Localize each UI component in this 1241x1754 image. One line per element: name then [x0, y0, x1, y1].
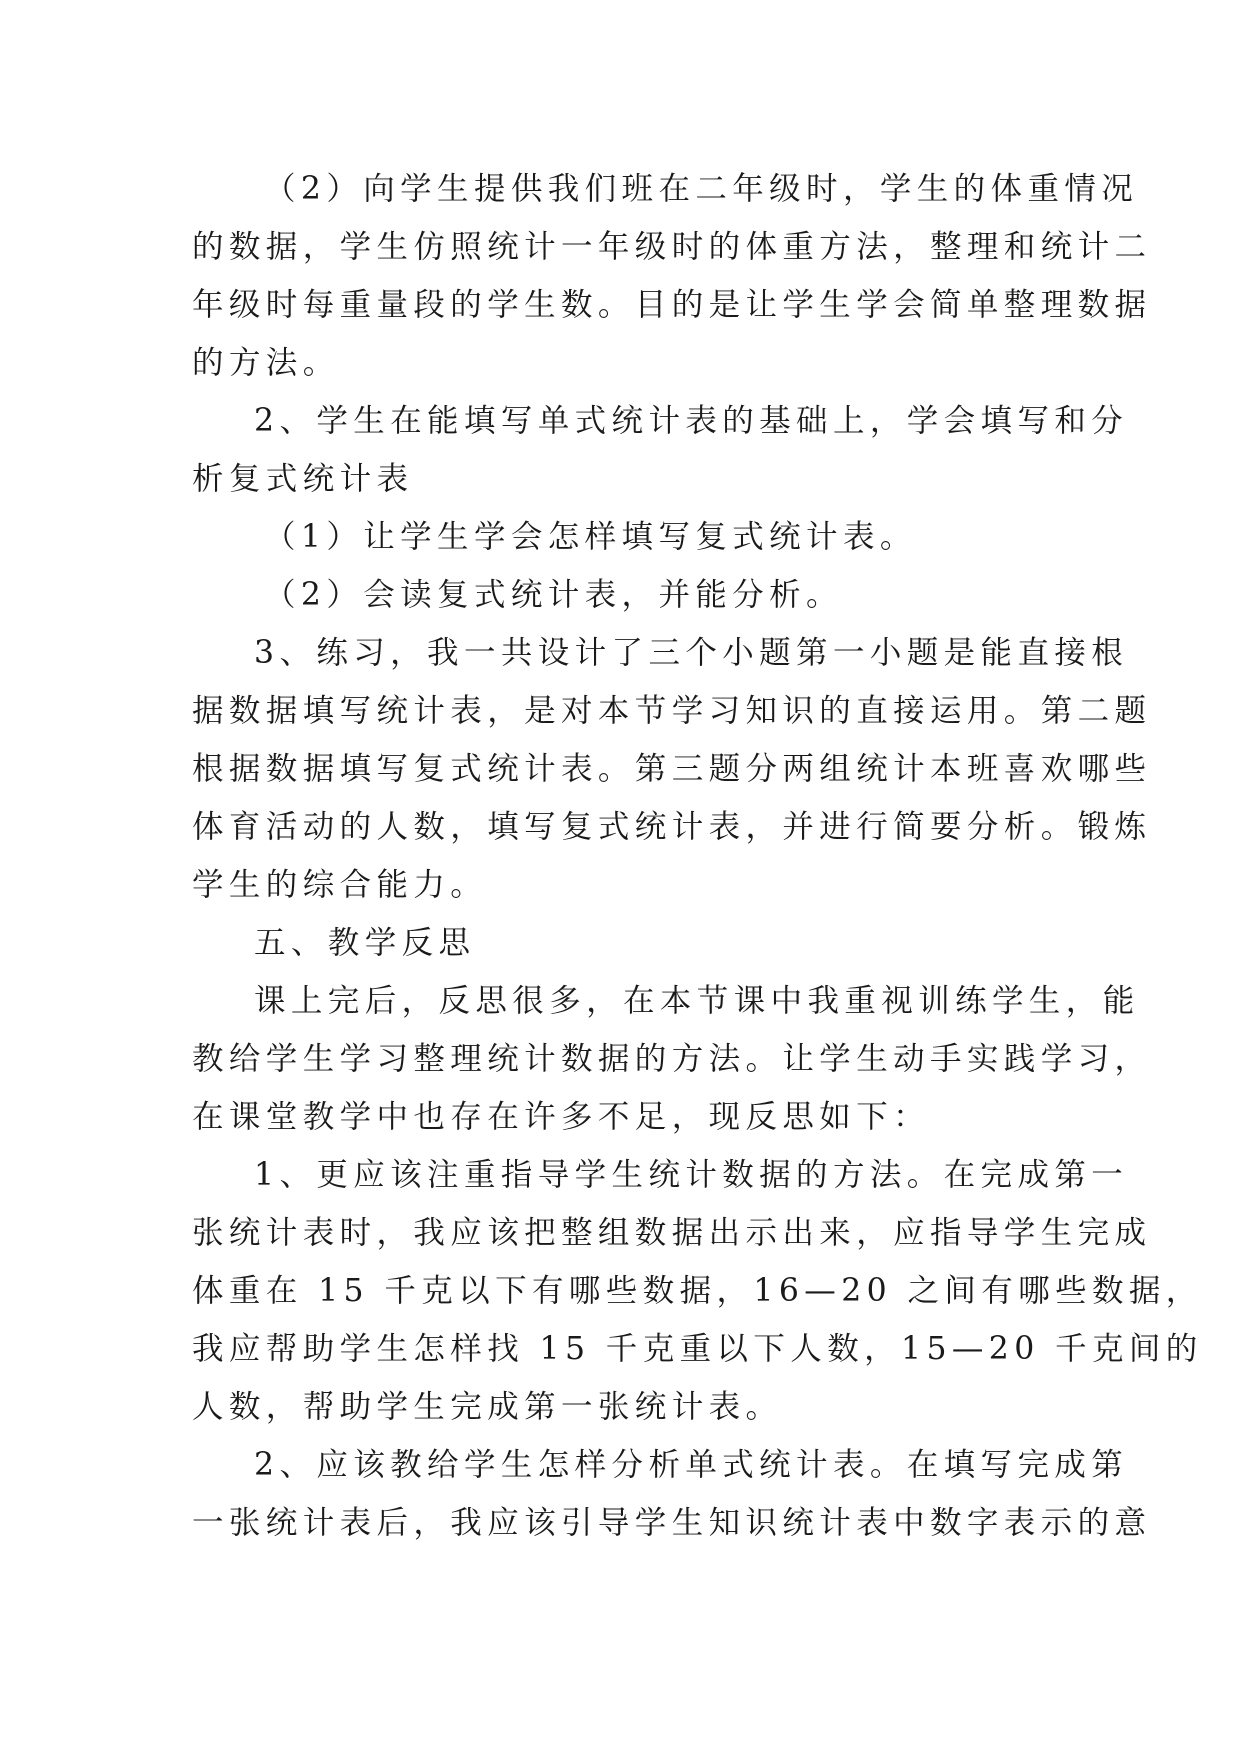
body-text	[192, 160, 1203, 1552]
text-line: 的方法。	[192, 345, 340, 381]
text-line: 我应帮助学生怎样找 15 千克重以下人数，15—20 千克间的	[192, 1331, 1203, 1367]
text-line: 教给学生学习整理统计数据的方法。让学生动手实践学习，	[192, 1041, 1152, 1077]
text-line: （2）会读复式统计表，并能分析。	[264, 577, 843, 613]
text-line: 2、应该教给学生怎样分析单式统计表。在填写完成第	[254, 1447, 1129, 1483]
text-line: 张统计表时，我应该把整组数据出示出来，应指导学生完成	[192, 1215, 1152, 1251]
text-line: （2）向学生提供我们班在二年级时，学生的体重情况	[264, 171, 1139, 207]
text-line: 在课堂教学中也存在许多不足，现反思如下：	[192, 1099, 931, 1135]
text-line: 析复式统计表	[192, 461, 414, 497]
text-line: 根据数据填写复式统计表。第三题分两组统计本班喜欢哪些	[192, 751, 1152, 787]
text-line: 人数，帮助学生完成第一张统计表。	[192, 1389, 783, 1425]
text-line: 体育活动的人数，填写复式统计表，并进行简要分析。锻炼	[192, 809, 1152, 845]
text-line: 年级时每重量段的学生数。目的是让学生学会简单整理数据	[192, 287, 1152, 323]
text-line: 体重在 15 千克以下有哪些数据，16—20 之间有哪些数据，	[192, 1273, 1203, 1309]
text-line: 课上完后，反思很多，在本节课中我重视训练学生，能	[254, 983, 1140, 1019]
text-line: 一张统计表后，我应该引导学生知识统计表中数字表示的意	[192, 1505, 1152, 1541]
text-line: 的数据，学生仿照统计一年级时的体重方法，整理和统计二	[192, 229, 1152, 265]
section-heading: 五、教学反思	[254, 925, 476, 961]
text-line: 学生的综合能力。	[192, 867, 488, 903]
text-line: （1）让学生学会怎样填写复式统计表。	[264, 519, 917, 555]
text-line: 3、练习，我一共设计了三个小题第一小题是能直接根	[254, 635, 1129, 671]
text-line: 1、更应该注重指导学生统计数据的方法。在完成第一	[254, 1157, 1129, 1193]
text-line: 据数据填写统计表，是对本节学习知识的直接运用。第二题	[192, 693, 1152, 729]
text-line: 2、学生在能填写单式统计表的基础上，学会填写和分	[254, 403, 1129, 439]
